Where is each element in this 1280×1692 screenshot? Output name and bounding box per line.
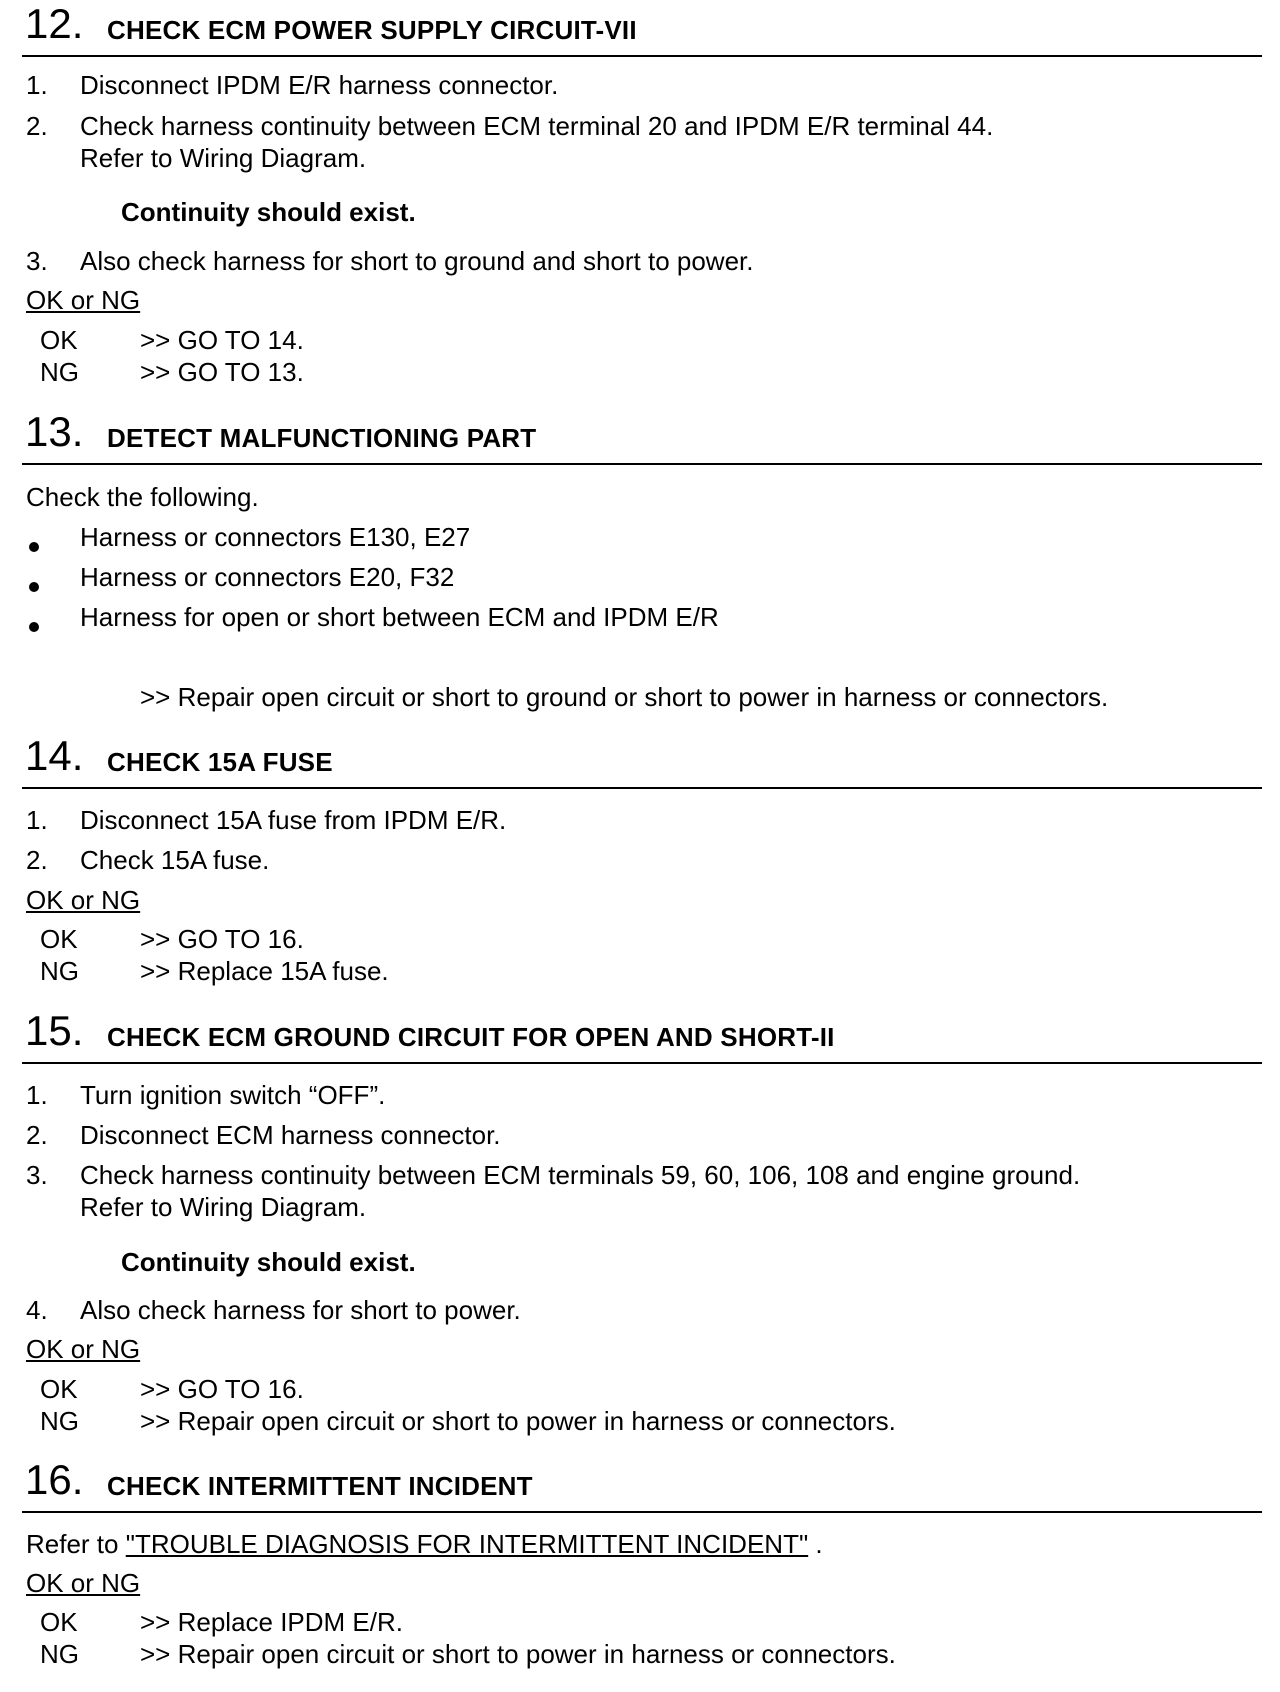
section-13-intro: Check the following. bbox=[26, 482, 259, 512]
refer-suffix: . bbox=[808, 1529, 823, 1559]
refer-prefix: Refer to bbox=[26, 1529, 126, 1559]
result-key-ng: NG bbox=[40, 1406, 79, 1436]
step-text: Turn ignition switch “OFF”. bbox=[80, 1080, 386, 1110]
list-item: Harness for open or short between ECM and IPDM E/R bbox=[80, 602, 719, 632]
section-14-number: 14. bbox=[25, 732, 84, 779]
section-16-header bbox=[22, 1456, 1262, 1513]
step-number: 2. bbox=[26, 845, 48, 875]
step-text: Check harness continuity between ECM terminals 59, 60, 106, 108 and engine ground. bbox=[80, 1160, 1081, 1190]
section-14 bbox=[22, 732, 1262, 789]
continuity-note: Continuity should exist. bbox=[121, 197, 416, 227]
step-text: Disconnect 15A fuse from IPDM E/R. bbox=[80, 805, 507, 835]
step-text: Disconnect ECM harness connector. bbox=[80, 1120, 501, 1150]
section-15-number: 15. bbox=[25, 1007, 84, 1054]
ok-or-ng-label: OK or NG bbox=[26, 885, 141, 915]
step-number: 1. bbox=[26, 70, 48, 100]
result-action: >> Repair open circuit or short to power in harness or connectors. bbox=[140, 1406, 896, 1436]
result-action: >> GO TO 16. bbox=[140, 1374, 304, 1404]
step-text: Also check harness for short to power. bbox=[80, 1295, 521, 1325]
section-14-title: CHECK 15A FUSE bbox=[107, 747, 333, 777]
result-key-ok: OK bbox=[40, 325, 78, 355]
result-key-ng: NG bbox=[40, 956, 79, 986]
section-16-title: CHECK INTERMITTENT INCIDENT bbox=[107, 1471, 533, 1501]
section-13 bbox=[22, 408, 1262, 465]
trouble-diagnosis-link[interactable]: "TROUBLE DIAGNOSIS FOR INTERMITTENT INCIDENT" bbox=[125, 1529, 809, 1559]
list-item: Harness or connectors E130, E27 bbox=[80, 522, 471, 552]
step-number: 1. bbox=[26, 805, 48, 835]
ok-or-ng-label: OK or NG bbox=[26, 1334, 141, 1364]
ok-or-ng-label: OK or NG bbox=[26, 1568, 141, 1598]
result-action: >> GO TO 13. bbox=[140, 357, 304, 387]
bullet-icon bbox=[29, 542, 39, 552]
step-text-continued: Refer to Wiring Diagram. bbox=[80, 143, 367, 173]
refer-line bbox=[26, 1528, 823, 1560]
section-12-header bbox=[22, 0, 1262, 57]
section-15 bbox=[22, 1007, 1262, 1064]
step-number: 1. bbox=[26, 1080, 48, 1110]
step-text: Disconnect IPDM E/R harness connector. bbox=[80, 70, 559, 100]
result-key-ok: OK bbox=[40, 1607, 78, 1637]
result-action: >> Replace 15A fuse. bbox=[140, 956, 389, 986]
section-15-title: CHECK ECM GROUND CIRCUIT FOR OPEN AND SHORT-II bbox=[107, 1022, 835, 1052]
continuity-note: Continuity should exist. bbox=[121, 1247, 416, 1277]
result-action: >> GO TO 14. bbox=[140, 325, 304, 355]
result-action: >> GO TO 16. bbox=[140, 924, 304, 954]
bullet-icon bbox=[29, 622, 39, 632]
step-number: 2. bbox=[26, 1120, 48, 1150]
section-15-header bbox=[22, 1007, 1262, 1064]
section-13-header bbox=[22, 408, 1262, 465]
section-16 bbox=[22, 1456, 1262, 1513]
result-action: >> Replace IPDM E/R. bbox=[140, 1607, 403, 1637]
section-13-title: DETECT MALFUNCTIONING PART bbox=[107, 423, 537, 453]
section-13-number: 13. bbox=[25, 408, 84, 455]
section-14-header bbox=[22, 732, 1262, 789]
step-number: 2. bbox=[26, 111, 48, 141]
step-number: 4. bbox=[26, 1295, 48, 1325]
section-12-number: 12. bbox=[25, 0, 84, 47]
step-number: 3. bbox=[26, 1160, 48, 1190]
ok-or-ng-label: OK or NG bbox=[26, 285, 141, 315]
step-number: 3. bbox=[26, 246, 48, 276]
result-key-ng: NG bbox=[40, 1639, 79, 1669]
bullet-icon bbox=[29, 582, 39, 592]
section-12 bbox=[22, 0, 1262, 57]
result-action: >> Repair open circuit or short to ground or short to power in harness or connectors. bbox=[140, 682, 1109, 712]
result-key-ok: OK bbox=[40, 924, 78, 954]
step-text: Check 15A fuse. bbox=[80, 845, 270, 875]
result-key-ng: NG bbox=[40, 357, 79, 387]
step-text-continued: Refer to Wiring Diagram. bbox=[80, 1192, 367, 1222]
section-16-number: 16. bbox=[25, 1456, 84, 1503]
step-text: Check harness continuity between ECM terminal 20 and IPDM E/R terminal 44. bbox=[80, 111, 994, 141]
result-action: >> Repair open circuit or short to power in harness or connectors. bbox=[140, 1639, 896, 1669]
step-text: Also check harness for short to ground and short to power. bbox=[80, 246, 754, 276]
result-key-ok: OK bbox=[40, 1374, 78, 1404]
list-item: Harness or connectors E20, F32 bbox=[80, 562, 455, 592]
section-12-title: CHECK ECM POWER SUPPLY CIRCUIT-VII bbox=[107, 15, 637, 45]
